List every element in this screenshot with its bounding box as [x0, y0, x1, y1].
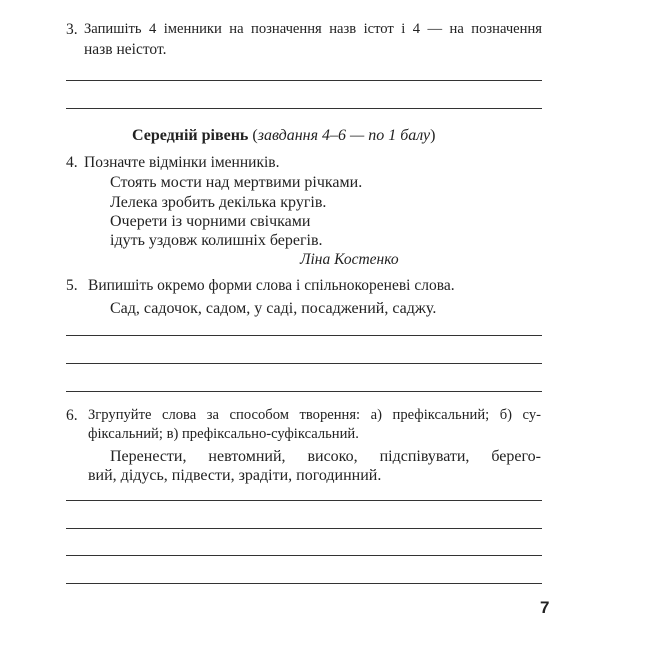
answer-line[interactable] [66, 80, 542, 81]
task-6-number: 6. [66, 407, 78, 424]
section-note: завдання 4–6 — по 1 балу [257, 127, 431, 144]
task-4-prompt: Позначте відмінки іменників. [84, 154, 280, 171]
task-5-number: 5. [66, 277, 78, 294]
poem-line: Лелека зробить декілька кругів. [110, 194, 327, 211]
section-title: Середній рівень [132, 127, 249, 144]
section-heading [132, 126, 435, 145]
section-paren-close: ) [430, 127, 436, 144]
page-number: 7 [540, 598, 550, 617]
poem-line: Очерети із чорними свічками [110, 213, 311, 230]
poem-line: Стоять мости над мертвими річками. [110, 174, 363, 191]
answer-line[interactable] [66, 335, 542, 336]
section-paren-open: ( [252, 127, 258, 144]
task-3-prompt-line-2: назв неістот. [84, 41, 167, 58]
task-6-words-line-2: вий, дідусь, підвести, зрадіти, погодинний. [88, 467, 382, 484]
poem-line: ідуть уздовж колишніх берегів. [110, 232, 323, 249]
task-6-prompt-line-1: Згрупуйте слова за способом творення: а) префіксальний; б) су- [88, 407, 541, 423]
answer-line[interactable] [66, 108, 542, 109]
answer-line[interactable] [66, 500, 542, 501]
task-6-words-line-1: Перенести, невтомний, високо, підспівувати, берего- [110, 448, 541, 465]
answer-line[interactable] [66, 363, 542, 364]
task-5-prompt: Випишіть окремо форми слова і спільнокореневі слова. [88, 277, 455, 294]
answer-line[interactable] [66, 583, 542, 584]
poem-author: Ліна Костенко [300, 251, 399, 268]
answer-line[interactable] [66, 528, 542, 529]
task-3-number: 3. [66, 21, 78, 38]
answer-line[interactable] [66, 391, 542, 392]
task-3-prompt-line-1: Запишіть 4 іменники на позначення назв істот і 4 — на позначення [84, 21, 542, 37]
task-5-words: Сад, садочок, садом, у саді, посаджений, саджу. [110, 300, 437, 317]
answer-line[interactable] [66, 555, 542, 556]
task-4-number: 4. [66, 154, 78, 171]
task-6-prompt-line-2: фіксальний; в) префіксально-суфіксальний. [88, 426, 359, 442]
